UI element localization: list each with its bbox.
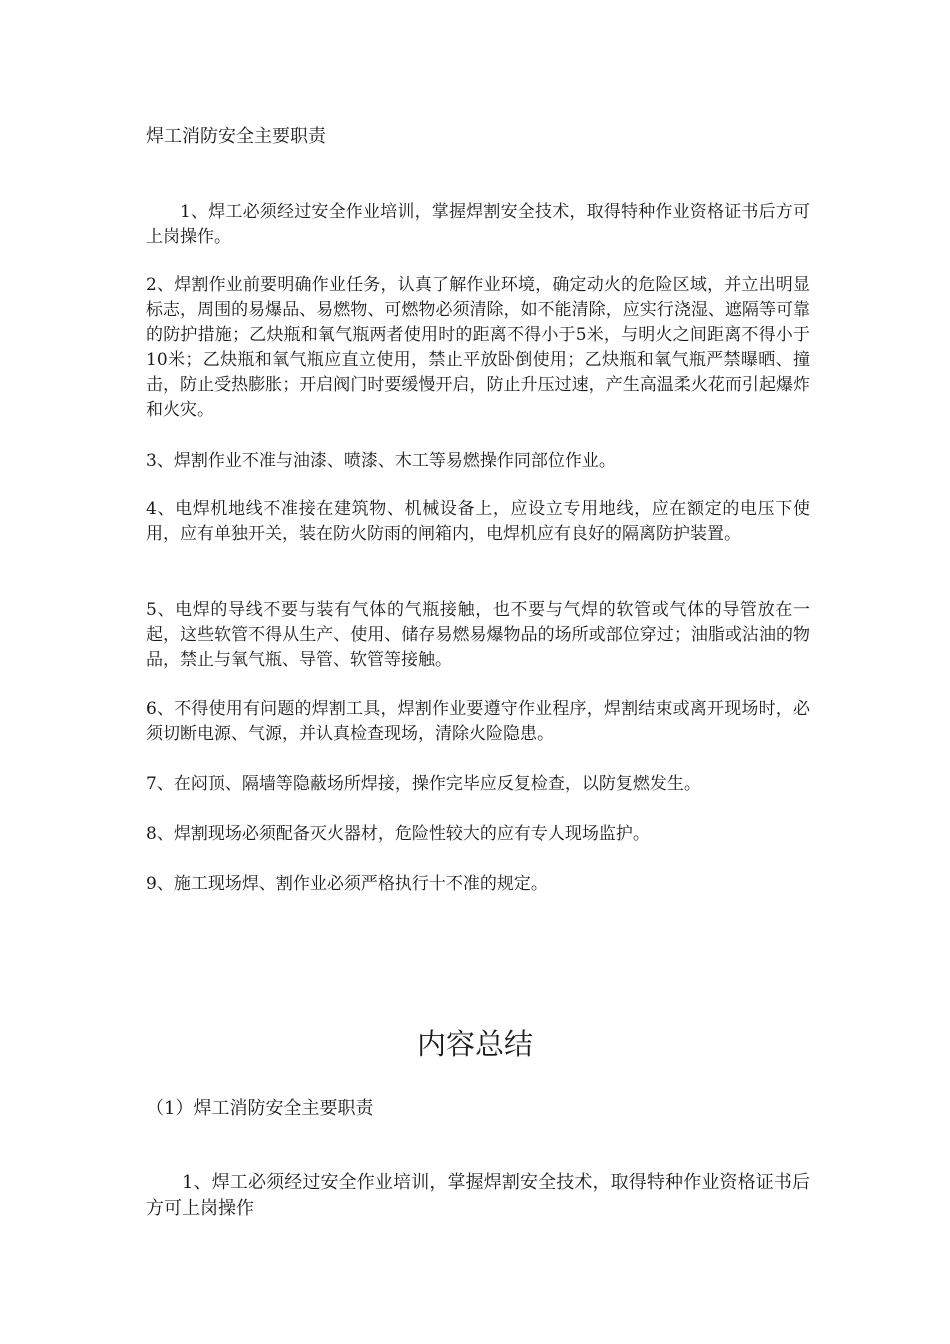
duty-item-6: 6、不得使用有问题的焊割工具，焊割作业要遵守作业程序，焊割结束或离开现场时，必须切断电源、气源，并认真检查现场，清除火险隐患。 bbox=[146, 699, 810, 744]
summary-heading: 内容总结 bbox=[416, 1027, 533, 1061]
duty-item-7: 7、在闷顶、隔墙等隐蔽场所焊接，操作完毕应反复检查，以防复燃发生。 bbox=[146, 774, 701, 794]
document-title: 焊工消防安全主要职责 bbox=[146, 126, 326, 147]
duty-item-5: 5、电焊的导线不要与装有气体的气瓶接触，也不要与气焊的软管或气体的导管放在一起，这些软管不得从生产、使用、储存易燃易爆物品的场所或部位穿过；油脂或沾油的物品，禁止与氧气瓶、导管、软管等接触。 bbox=[146, 600, 810, 670]
duty-item-9: 9、施工现场焊、割作业必须严格执行十不准的规定。 bbox=[146, 874, 548, 894]
duty-item-3: 3、焊割作业不准与油漆、喷漆、木工等易燃操作同部位作业。 bbox=[146, 451, 616, 471]
duty-item-8: 8、焊割现场必须配备灭火器材，危险性较大的应有专人现场监护。 bbox=[146, 824, 650, 844]
duty-item-2: 2、焊割作业前要明确作业任务，认真了解作业环境，确定动火的危险区域，并立出明显标志，周围的易爆品、易燃物、可燃物必须清除，如不能清除，应实行浇湿、遮隔等可靠的防护措施；乙炔瓶和氧气瓶两者使用时的距离不得小于5米，与明火之间距离不得小于10米；乙炔瓶和氧气瓶应直立使用，禁止平放卧倒使用；乙炔瓶和氧气瓶严禁曝晒、撞击，防止受热膨胀；开启阀门时要缓慢开启，防止升压过速，产生高温柔火花而引起爆炸和火灾。 bbox=[146, 275, 810, 420]
summary-item-1: 1、焊工必须经过安全作业培训，掌握焊割安全技术，取得特种作业资格证书后方可上岗操作 bbox=[146, 1172, 810, 1219]
duty-item-1: 1、焊工必须经过安全作业培训，掌握焊割安全技术，取得特种作业资格证书后方可上岗操作。 bbox=[146, 202, 810, 247]
summary-subtitle: （1）焊工消防安全主要职责 bbox=[146, 1098, 374, 1119]
duty-item-4: 4、电焊机地线不准接在建筑物、机械设备上，应设立专用地线，应在额定的电压下使用，应有单独开关，装在防火防雨的闸箱内，电焊机应有良好的隔离防护装置。 bbox=[146, 499, 810, 544]
